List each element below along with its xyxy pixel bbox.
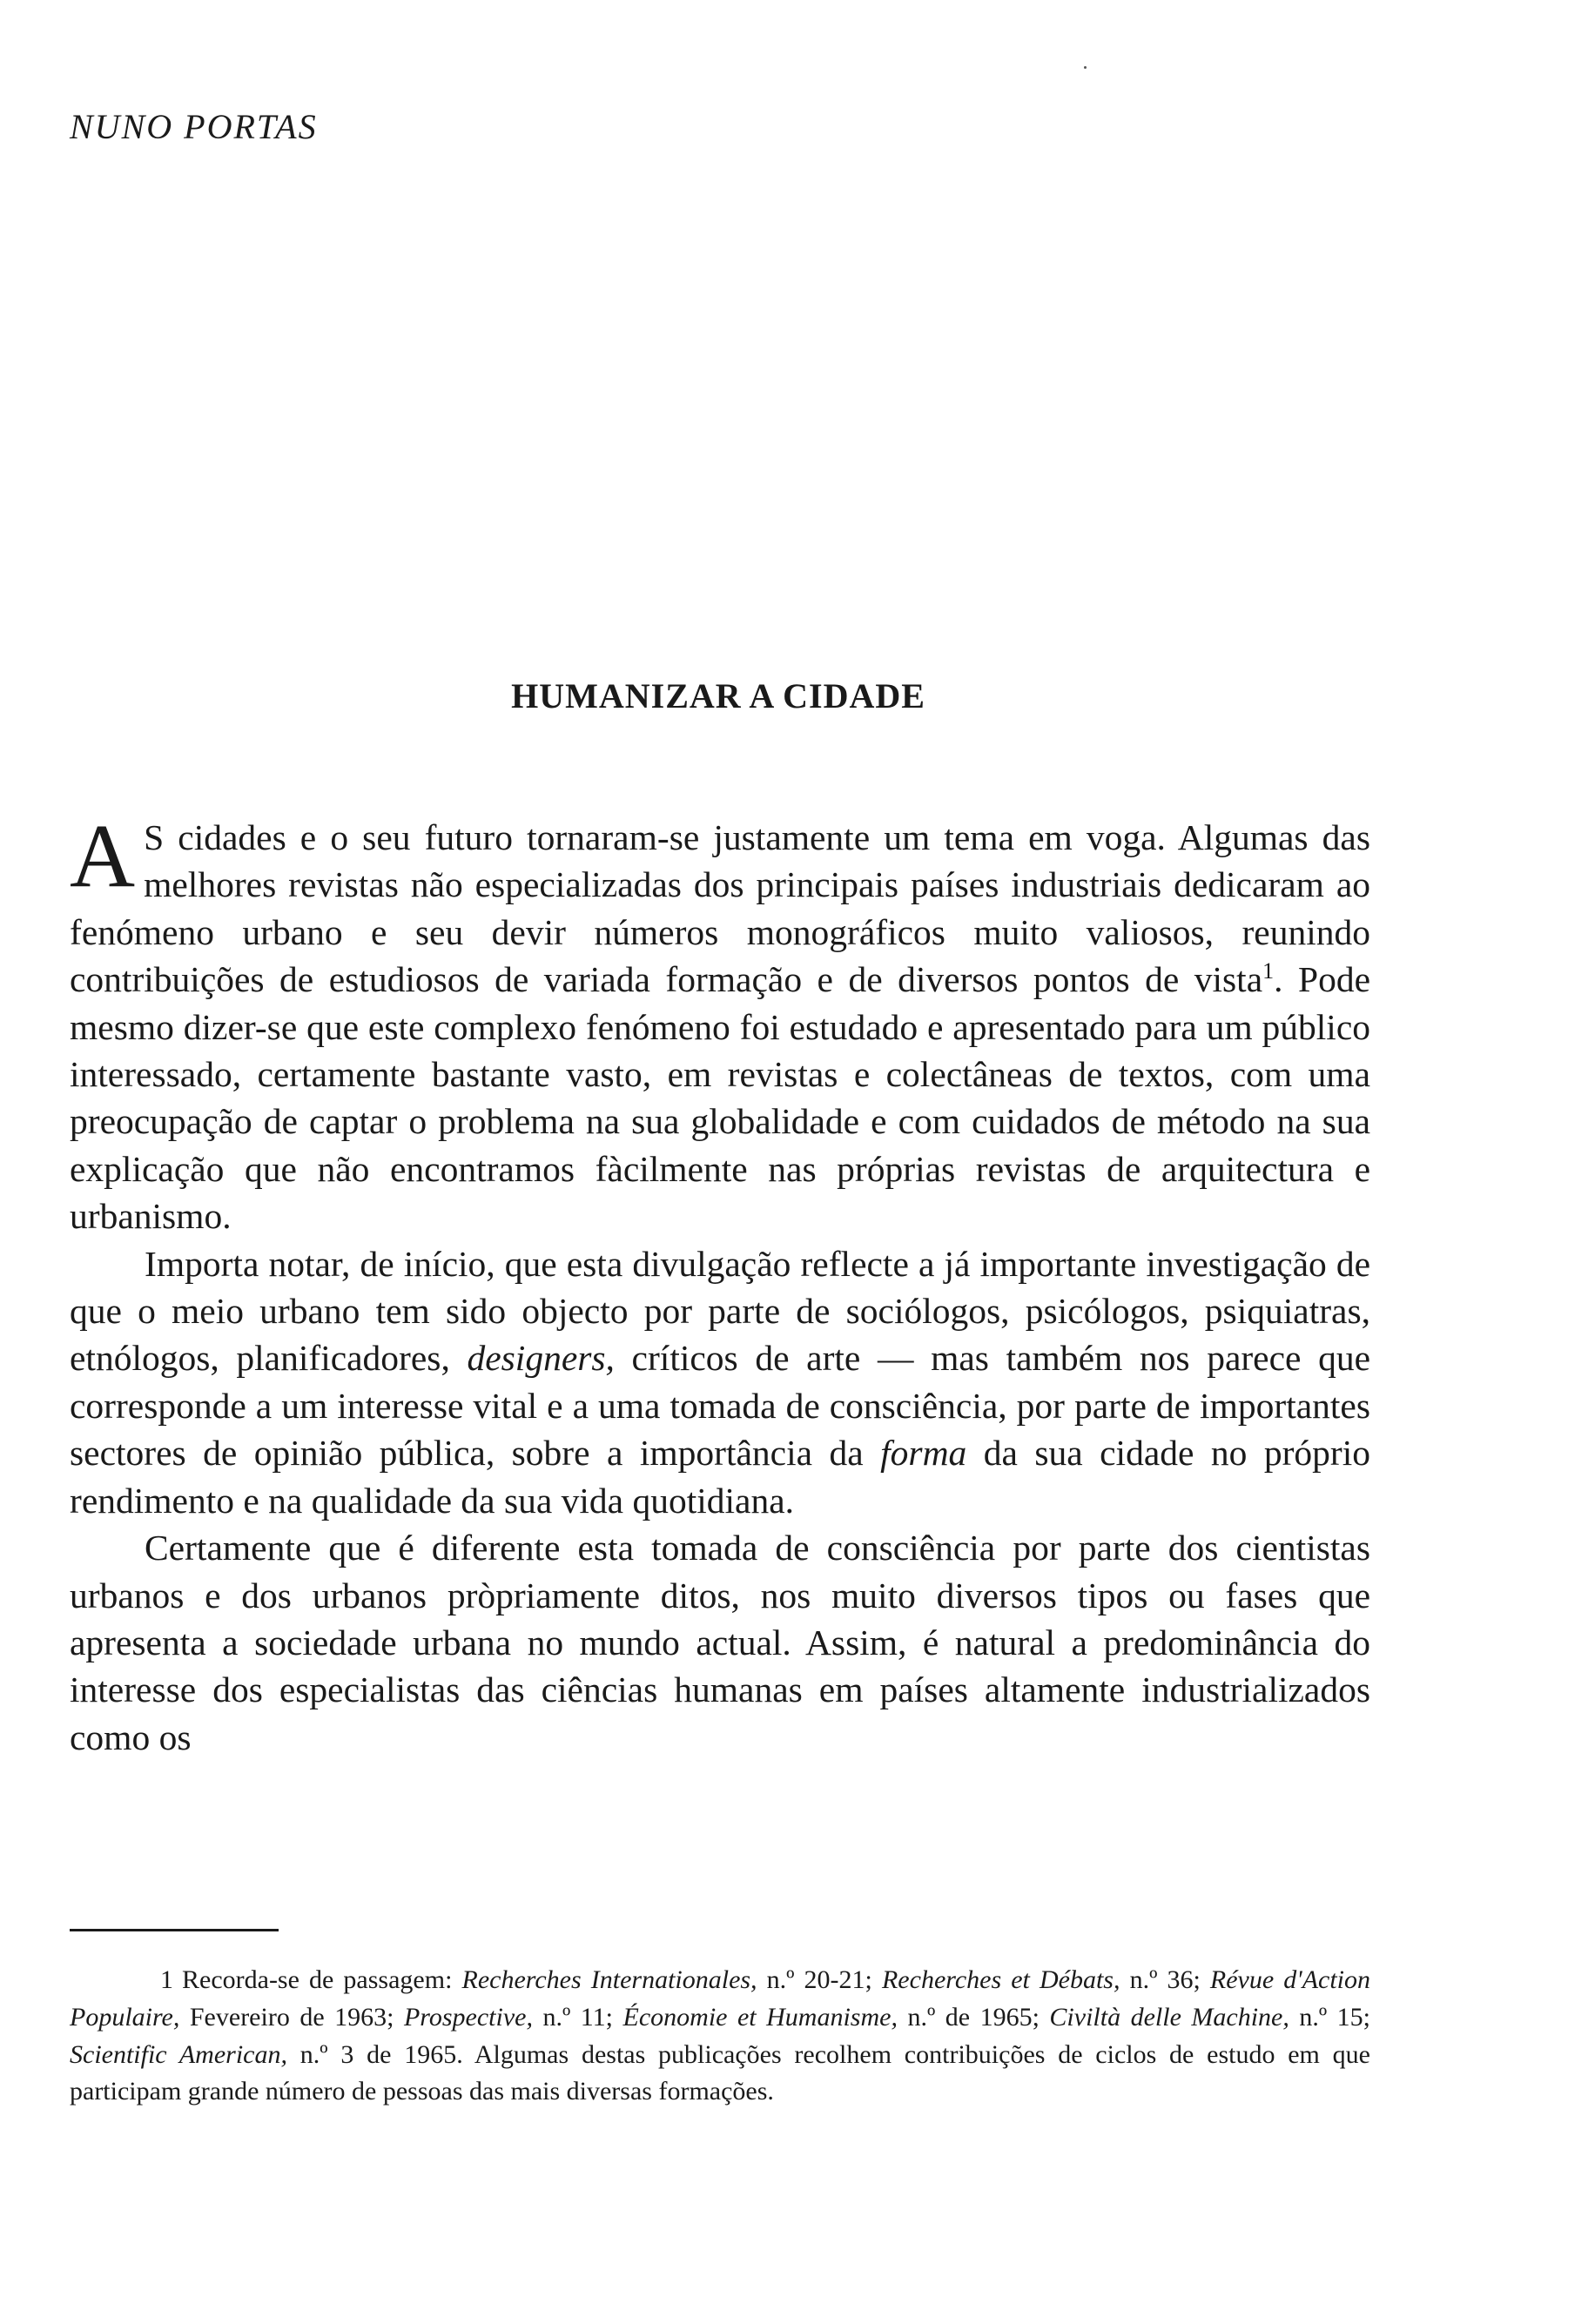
footnote-text: n.º 3 de 1965. Algumas destas publicações recolhem contribuições de ciclos de estudo em que participam grande número de pessoas das mais diversas formações. xyxy=(70,2039,1370,2106)
italic-term-forma: forma xyxy=(880,1433,967,1474)
italic-term-designers: designers, xyxy=(467,1338,615,1379)
footnote-journal: Recherches Internationales, xyxy=(461,1965,757,1994)
footnote-journal: Économie et Humanisme, xyxy=(622,2002,898,2032)
paragraph-2 xyxy=(70,1240,1370,1524)
footnote-journal: Prospective, xyxy=(403,2002,533,2032)
footnote-journal: Révue d'Action Populaire, xyxy=(70,1965,1371,2032)
footnote-journal: Scientific American, xyxy=(70,2039,287,2069)
footnote-text: n.º 15; xyxy=(1289,2002,1370,2032)
drop-cap: A xyxy=(70,806,136,906)
paragraph-1 xyxy=(70,806,1371,1240)
chapter-title: HUMANIZAR A CIDADE xyxy=(511,676,925,715)
footnote-text: n.º de 1965; xyxy=(897,2002,1050,2032)
paragraph-2-text-end: da sua cidade no próprio rendimento e na qualidade da sua vida quotidiana. xyxy=(70,1433,1371,1521)
paragraph-1-text-cont: . Pode mesmo dizer-se que este complexo fenómeno foi estudado e apresentado para um público interessado, certamente bastante vasto, em revistas e colectâneas de textos, com uma preocupação de captar o problema na sua globalidade e com cuidados de método na sua explicação que não encontramos fàcilmente nas próprias revistas de arquitectura e urbanismo. xyxy=(70,959,1371,1237)
paragraph-3: Certamente que é diferente esta tomada de consciência por parte dos cientistas urbanos e dos urbanos pròpriamente ditos, nos muito diversos tipos ou fases que apresenta a sociedade urbana no mundo actual. Assim, é natural a predominância do interesse dos especialistas das ciências humanas em países altamente industrializados como os xyxy=(70,1528,1370,1757)
paragraph-2-text: Importa notar, de início, que esta divulgação reflecte a já importante investigação de que o meio urbano tem sido objecto por parte de sociólogos, psicólogos, psiquiatras, etnólogos, planificadores, xyxy=(70,1243,1370,1379)
footnote-rule xyxy=(70,1929,279,1931)
footnote-reference: 1 xyxy=(1262,958,1275,984)
paragraph-1-text: S cidades e o seu futuro tornaram-se justamente um tema em voga. Algumas das melhores revistas não especializadas dos principais países industriais dedicaram ao fenómeno urbano e seu devir números monográficos muito valiosos, reunindo contribuições de estudiosos de variada formação e de diversos pontos de vista xyxy=(70,817,1370,1000)
body-text xyxy=(70,806,1371,1761)
footnote-1 xyxy=(70,1962,1370,2111)
footnote-text: Recorda-se de passagem: xyxy=(182,1965,462,1994)
footnote-text: n.º 36; xyxy=(1120,1965,1210,1994)
print-speck xyxy=(1084,66,1087,69)
footnote-text: n.º 11; xyxy=(532,2002,623,2032)
paragraph-2-text-cont: críticos de arte — mas também nos parece que corresponde a um interesse vital e a uma tomada de consciência, por parte de importantes sectores de opinião pública, sobre a importância da xyxy=(70,1338,1370,1474)
footnote-journal: Civiltà delle Machine, xyxy=(1049,2002,1289,2032)
footnote-mark: 1 xyxy=(160,1965,173,1994)
footnote-text: n.º 20-21; xyxy=(757,1965,882,1994)
footnote-text: Fevereiro de 1963; xyxy=(179,2002,404,2032)
running-head-author: NUNO PORTAS xyxy=(70,107,318,146)
footnote-journal: Recherches et Débats, xyxy=(881,1965,1120,1994)
